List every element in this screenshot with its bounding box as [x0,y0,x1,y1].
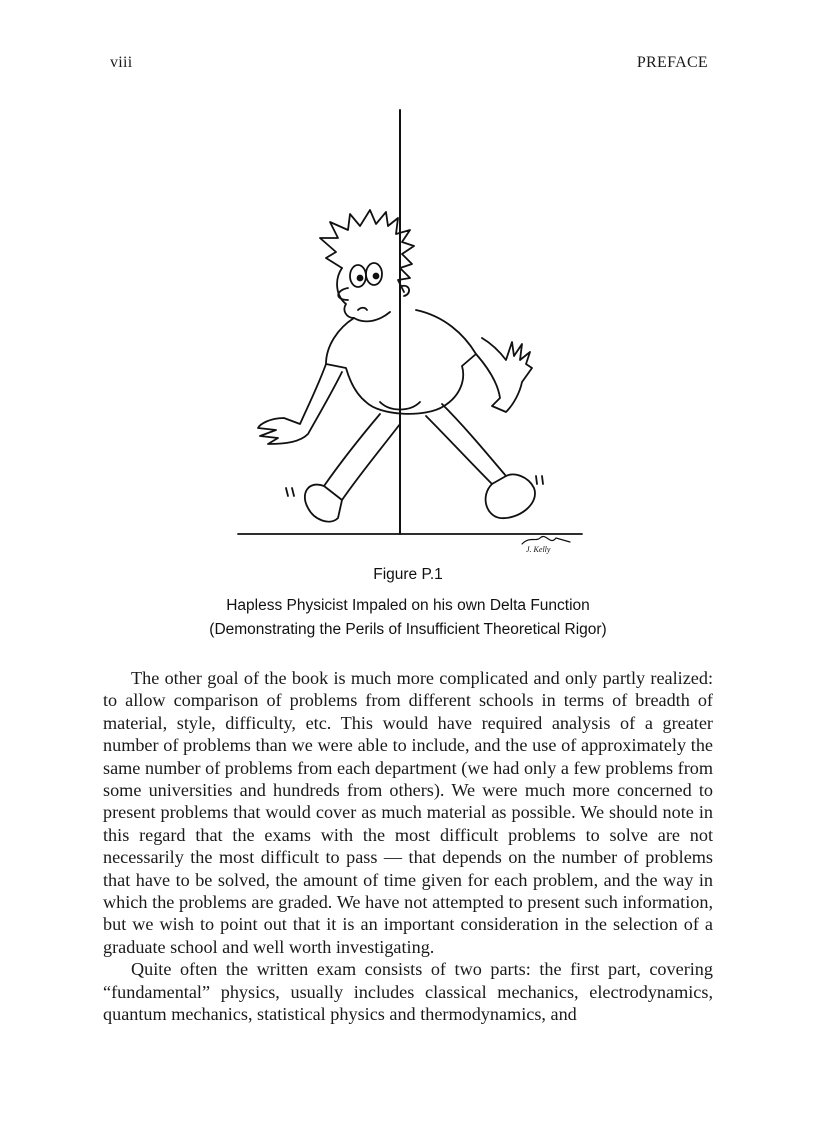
impaled-physicist-illustration [230,106,590,556]
running-title: PREFACE [636,54,708,71]
figure-label: Figure P.1 [373,566,443,583]
right-shoe [486,475,535,519]
motion-marks-left [286,488,294,496]
left-shoe [305,485,342,522]
figure-caption-line2: (Demonstrating the Perils of Insufficient Theoretical Rigor) [209,621,607,638]
mouth [358,308,367,310]
left-pupil [358,276,363,281]
left-leg [324,414,400,500]
right-arm [476,338,532,412]
right-leg [426,404,506,484]
signature: J. Kelly [526,545,551,554]
paragraph: Quite often the written exam consists of two parts: the first part, covering “fundamental” physics, usually includes classical mechanics, electrodynamics, quantum mechanics, statistical physics and thermodynamics, and [103,959,713,1025]
signature-scribble [522,536,570,544]
paragraph: The other goal of the book is much more complicated and only partly realized: to allow comparison of problems from different schools in terms of breadth of material, style, difficulty, etc. This would have required analysis of a greater number of problems than we were able to include, and the use of approximately the same number of problems from each department (we had only a few problems from some universities and hundreds from others). We were much more concerned to present problems that would cover as much material as possible. We should note in this regard that the exams with the most difficult problems to solve are not necessarily the most difficult to pass — that depends on the number of problems that have to be solved, the amount of time given for each problem, and the way in which the problems are graded. We have not attempted to present such information, but we wish to point out that it is an important consideration in the selection of a graduate school and well worth investigating. [103,668,713,957]
body-text [103,667,713,1026]
left-arm [258,364,342,444]
figure-caption-line1: Hapless Physicist Impaled on his own Delta Function [226,597,590,614]
page-header [110,54,708,72]
motion-marks-right [536,476,543,484]
cartoon-figure [230,106,590,556]
right-pupil [374,274,379,279]
page-number: viii [110,54,133,71]
